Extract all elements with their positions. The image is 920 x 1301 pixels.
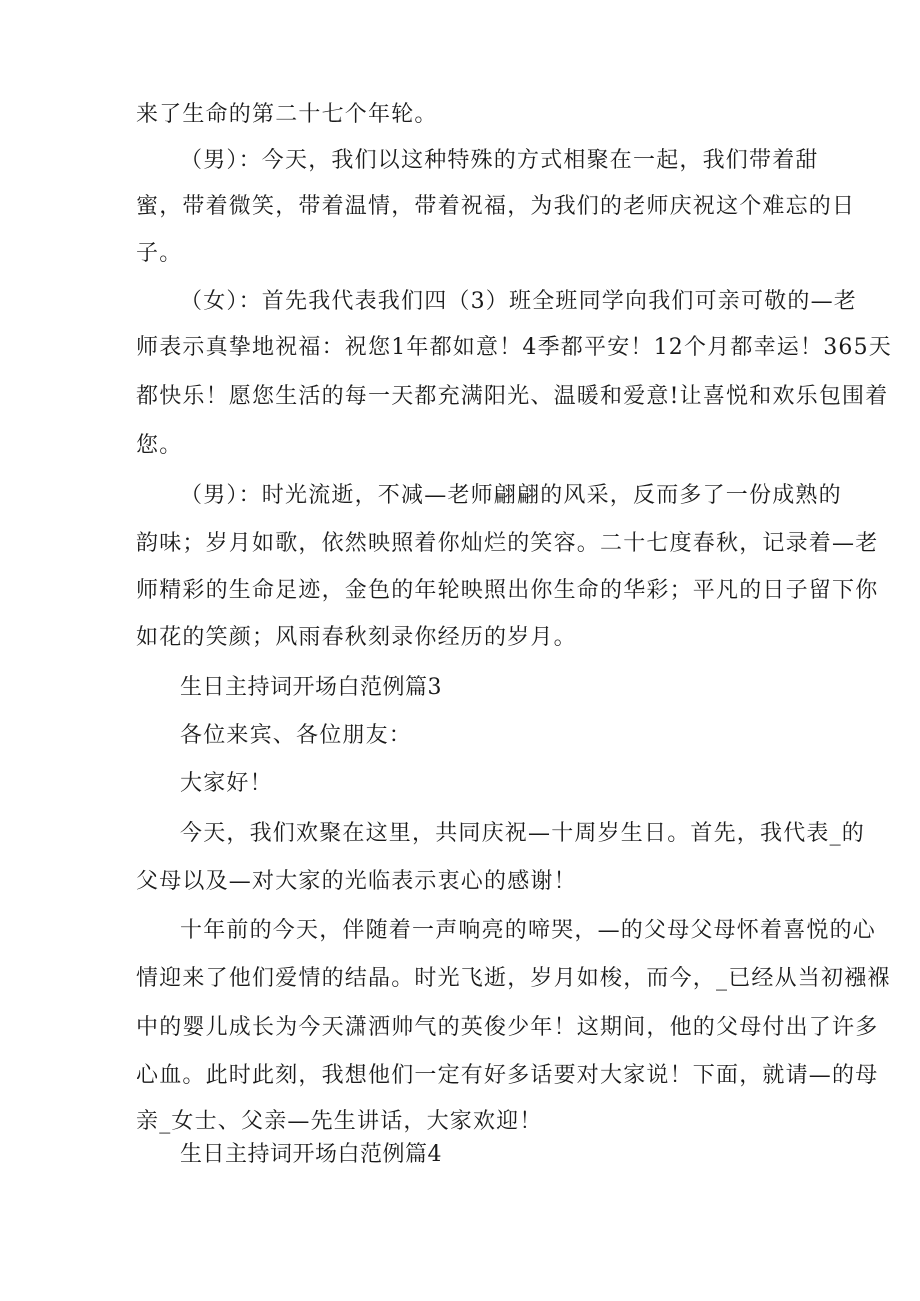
section-heading: 生日主持词开场白范例篇3 xyxy=(180,675,442,700)
paragraph-line: 十年前的今天，伴随着一声响亮的啼哭，—的父母父母怀着喜悦的心 xyxy=(180,918,877,943)
paragraph-line: 中的婴儿成长为今天潇洒帅气的英俊少年！这期间，他的父母付出了许多 xyxy=(136,1015,879,1040)
section-heading: 生日主持词开场白范例篇4 xyxy=(180,1142,442,1167)
paragraph-line: 心血。此时此刻，我想他们一定有好多话要对大家说！下面，就请—的母 xyxy=(136,1063,879,1088)
paragraph-line: 大家好！ xyxy=(180,771,273,796)
paragraph-line: 都快乐！愿您生活的每一天都充满阳光、温暖和爱意!让喜悦和欢乐包围着 xyxy=(136,384,889,409)
paragraph-line: 今天，我们欢聚在这里，共同庆祝—十周岁生日。首先，我代表_的 xyxy=(180,821,866,846)
paragraph-line: 您。 xyxy=(136,433,183,458)
paragraph-line: 来了生命的第二十七个年轮。 xyxy=(136,102,438,127)
paragraph-line: 师精彩的生命足迹，金色的年轮映照出你生命的华彩；平凡的日子留下你 xyxy=(136,578,879,603)
paragraph-line: （女）：首先我代表我们四（3）班全班同学向我们可亲可敬的—老 xyxy=(180,289,857,314)
paragraph-line: 韵味；岁月如歌，依然映照着你灿烂的笑容。二十七度春秋，记录着—老 xyxy=(136,531,879,556)
paragraph-line: 情迎来了他们爱情的结晶。时光飞逝，岁月如梭，而今，_已经从当初襁褓 xyxy=(136,966,891,991)
paragraph-line: （男）：时光流逝，不减—老师翩翩的风采，反而多了一份成熟的 xyxy=(180,483,842,508)
paragraph-line: （男）：今天，我们以这种特殊的方式相聚在一起，我们带着甜 xyxy=(180,148,819,173)
paragraph-line: 亲_女士、父亲—先生讲话，大家欢迎！ xyxy=(136,1109,543,1134)
paragraph-line: 父母以及—对大家的光临表示衷心的感谢！ xyxy=(136,869,577,894)
paragraph-line: 如花的笑颜；风雨春秋刻录你经历的岁月。 xyxy=(136,625,577,650)
paragraph-line: 各位来宾、各位朋友： xyxy=(180,723,413,748)
paragraph-line: 蜜，带着微笑，带着温情，带着祝福，为我们的老师庆祝这个难忘的日 xyxy=(136,194,856,219)
paragraph-line: 师表示真挚地祝福：祝您1年都如意！4季都平安！12个月都幸运！365天 xyxy=(136,335,892,360)
paragraph-line: 子。 xyxy=(136,241,183,266)
